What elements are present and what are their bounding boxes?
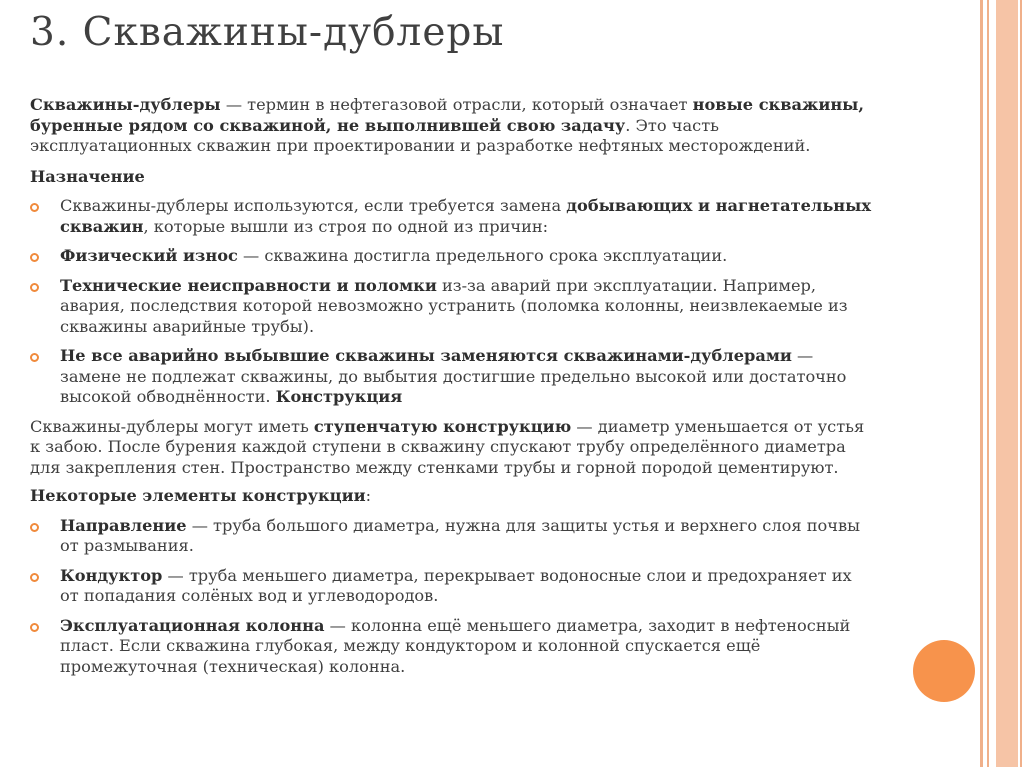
list-item: Не все аварийно выбывшие скважины заменяются скважинами-дублерами — замене не подлежат скважины, до выбытия достигшие предельно высокой или достаточно высокой обводнённости. Конструкция	[30, 346, 875, 408]
definition-bold: новые скважины, буренные рядом со скважиной, не выполнившей свою задачу	[30, 95, 865, 135]
list-item: Кондуктор — труба меньшего диаметра, перекрывает водоносные слои и предохраняет их от попадания солёных вод и углеводородов.	[30, 566, 875, 607]
decorative-circle	[913, 640, 975, 702]
intro-paragraph: Скважины-дублеры — термин в нефтегазовой отрасли, который означает новые скважины, буренные рядом со скважиной, не выполнившей свою задачу. Это часть эксплуатационных скважин при проектировании и разработке нефтяных месторождений.	[30, 95, 865, 155]
stripe-line	[1020, 0, 1022, 767]
bullet-icon	[30, 353, 39, 362]
term: Скважины-дублеры	[30, 95, 221, 114]
bullet-icon	[30, 203, 39, 212]
stripe-line	[987, 0, 989, 767]
decorative-stripes	[976, 0, 1024, 767]
construction-paragraph: Скважины-дублеры могут иметь ступенчатую конструкцию — диаметр уменьшается от устья к забою. После бурения каждой ступени в скважину спускают трубу определённого диаметра для закрепления стен. Пространство между стенками трубы и горной породой цементируют.	[30, 416, 865, 477]
list-item: Направление — труба большого диаметра, нужна для защиты устья и верхнего слоя почвы от размывания.	[30, 516, 875, 557]
slide-body	[30, 95, 875, 686]
bullet-icon	[30, 623, 39, 632]
elements-heading: Некоторые элементы конструкции:	[30, 486, 372, 505]
list-item: Физический износ — скважина достигла предельного срока эксплуатации.	[30, 246, 875, 267]
bullet-icon	[30, 573, 39, 582]
bullet-icon	[30, 523, 39, 532]
bullet-icon	[30, 283, 39, 292]
list-item: Скважины-дублеры используются, если требуется замена добывающих и нагнетательных скважин, которые вышли из строя по одной из причин:	[30, 196, 875, 237]
purpose-list	[30, 196, 875, 408]
stripe-band	[996, 0, 1018, 767]
purpose-heading: Назначение	[30, 166, 145, 186]
slide-title: 3. Скважины-дублеры	[30, 10, 505, 55]
bullet-icon	[30, 253, 39, 262]
stripe-line	[980, 0, 983, 767]
list-item: Технические неисправности и поломки из-за аварий при эксплуатации. Например, авария, последствия которой невозможно устранить (поломка колонны, неизвлекаемые из скважины аварийные трубы).	[30, 276, 875, 338]
elements-list	[30, 516, 875, 678]
list-item: Эксплуатационная колонна — колонна ещё меньшего диаметра, заходит в нефтеносный пласт. Если скважина глубокая, между кондуктором и колонной спускается ещё промежуточная (техническая) колонна.	[30, 616, 875, 678]
